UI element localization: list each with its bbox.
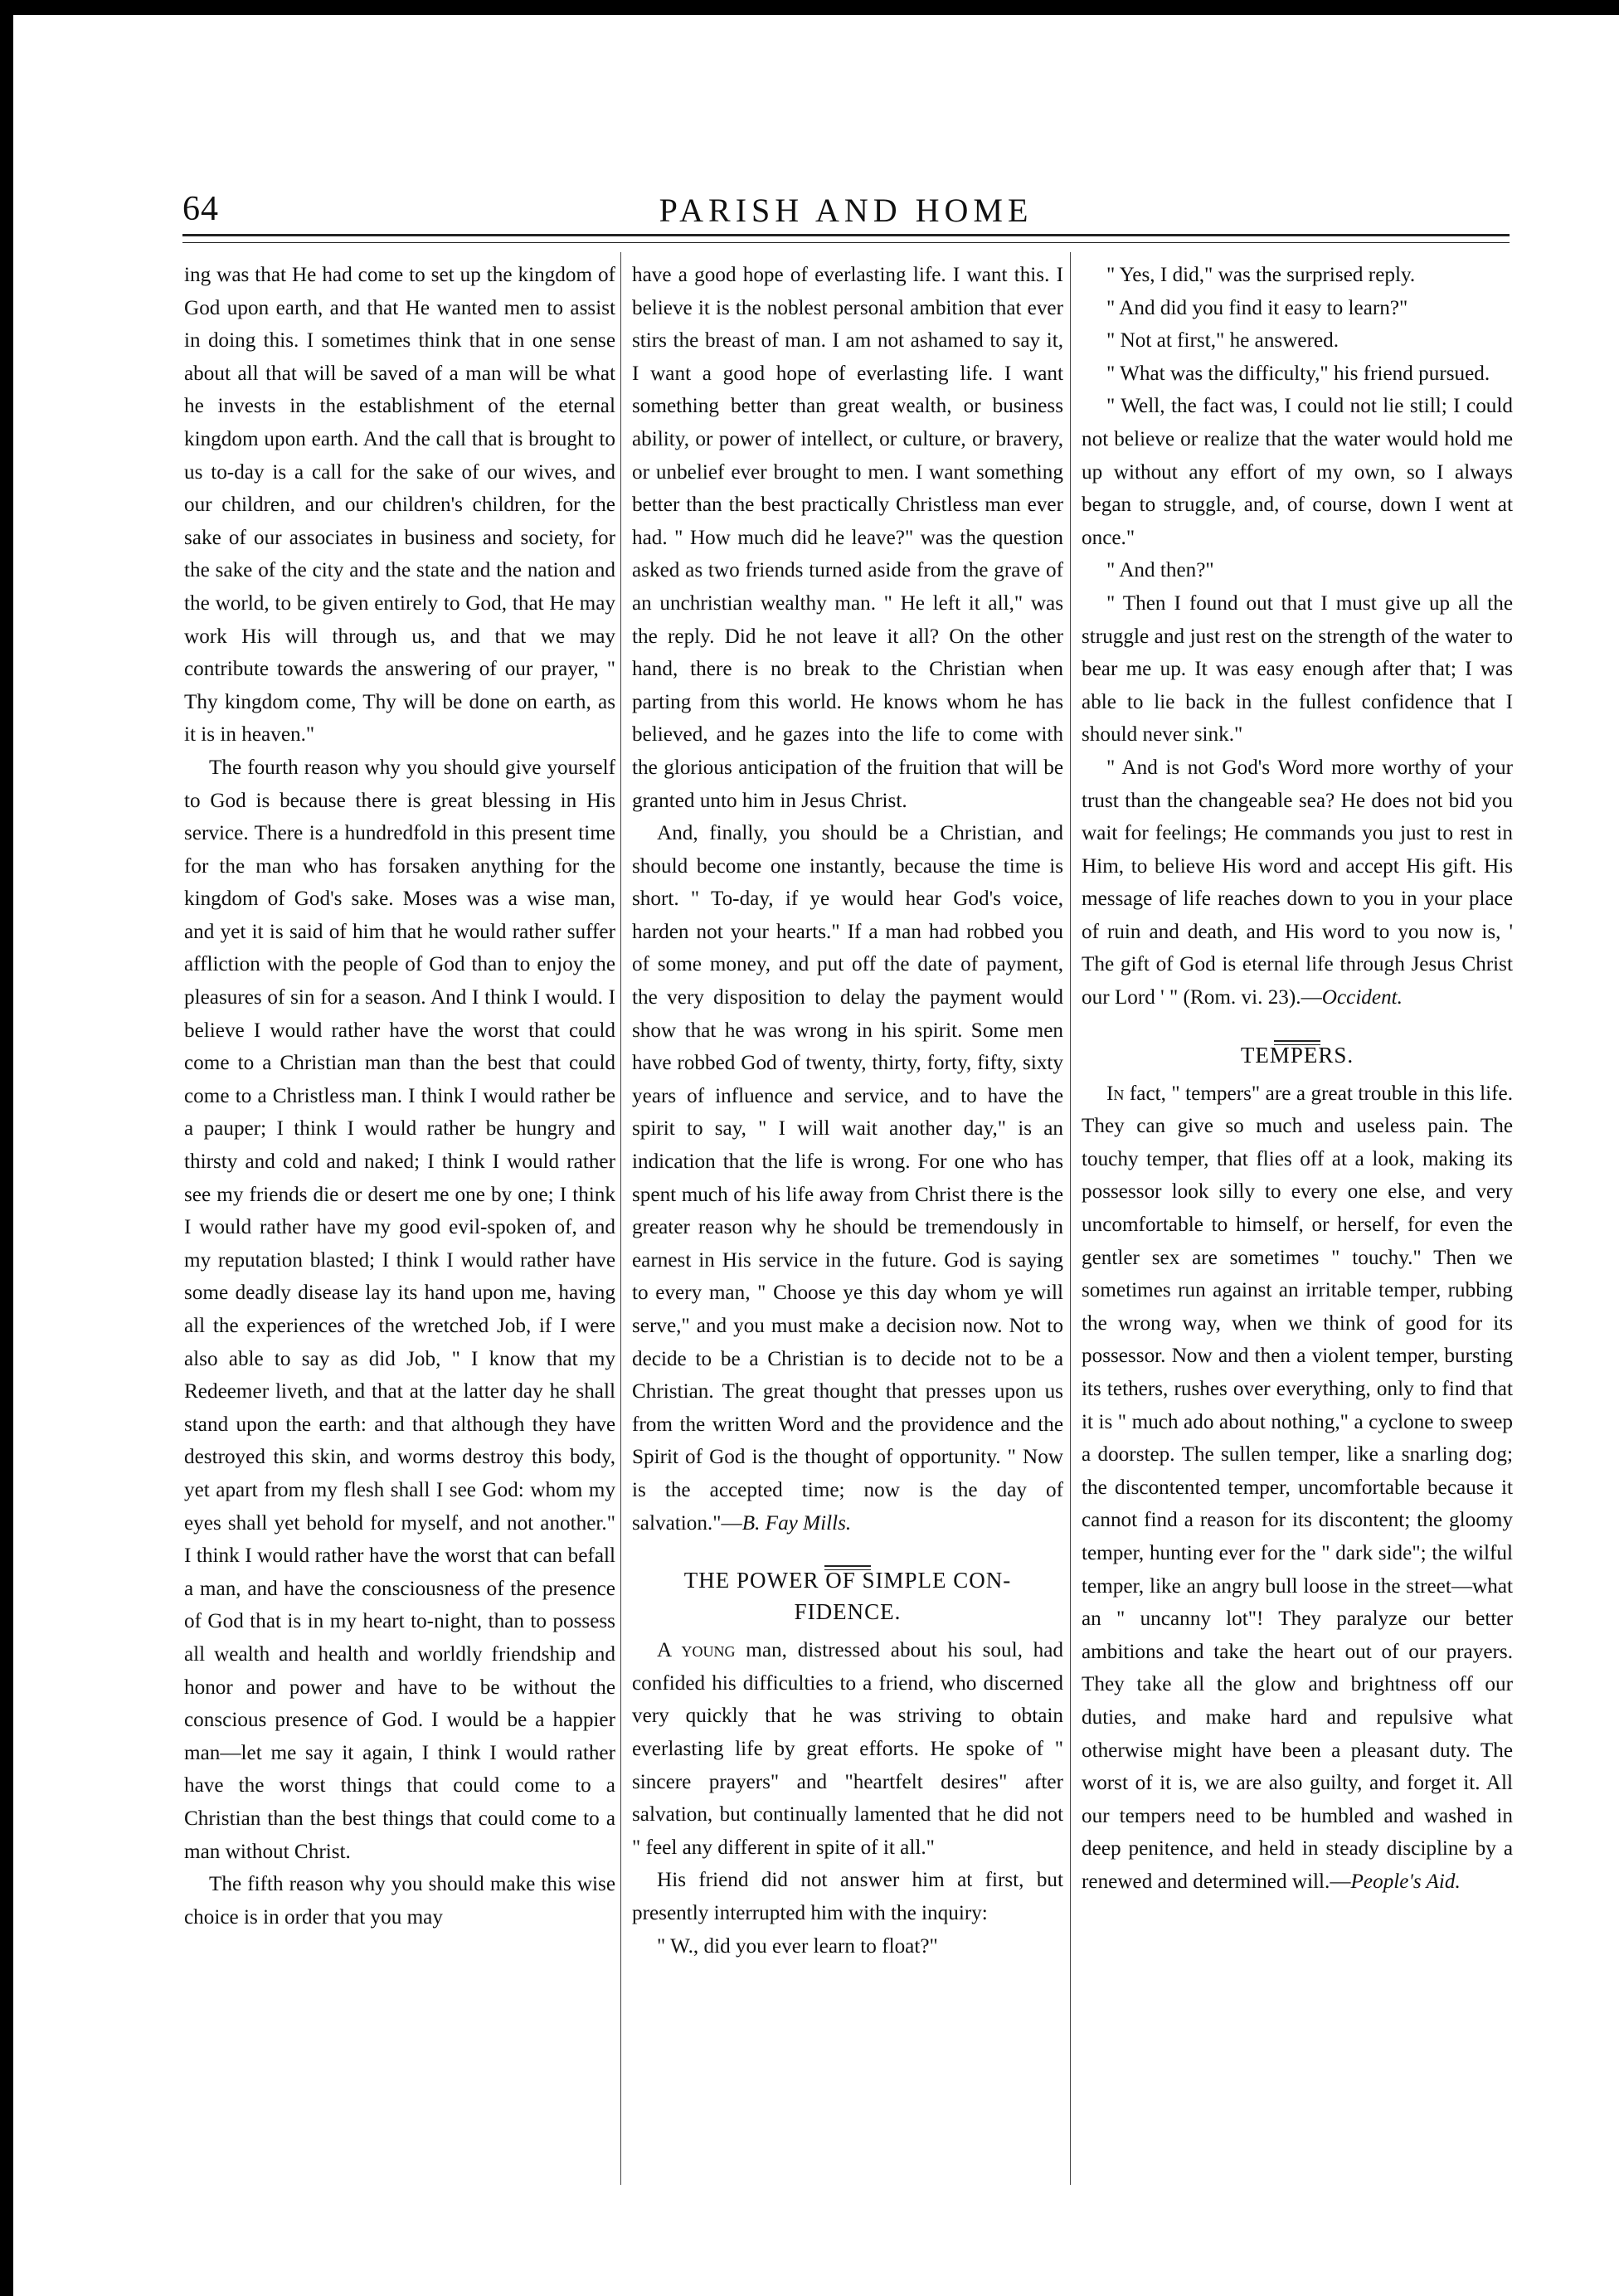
paragraph: " Not at first," he answered. (1106, 329, 1339, 353)
header-rule-thin (182, 242, 1510, 243)
article-heading-line: THE POWER OF SIMPLE CON- (683, 1568, 1012, 1593)
paragraph: " And did you find it easy to learn?" (1106, 296, 1408, 319)
section-separator (1082, 1023, 1513, 1034)
paragraph (1082, 752, 1513, 1014)
article-heading (632, 1564, 1063, 1627)
paragraph (1082, 1077, 1513, 1899)
paragraph-text: fact, " tempers" are a great trouble in this life. They can give so much and useless pain. The touchy temper, that flies off at a look, making its possessor look silly to every one else, and very uncomfortable to himself, or herself, for even the gentler sex are sometimes " touchy." Then we sometimes run against an irritable temper, rubbing the wrong way, when we think of good for its possessor. Now and then a violent temper, bursting its tethers, rushes over everything, only to find that it is " much ado about nothing," a cyclone to sweep a doorstep. The sullen temper, like a snarling dog; the discontented temper, uncomfortable because it cannot find a reason for its discontent; the gloomy temper, hunting ever for the " dark side"; the wilful temper, like an angry bull loose in the street—what an " uncanny lot"! They paralyze our better ambitions and take the heart out of our prayers. They take all the glow and brightness off our duties, and make hard and repulsive what otherwise might have been a pleasant duty. The worst of it is, we are also guilty, and forget it. All our tempers need to be humbled and washed in deep penitence, and held in steady discipline by a renewed and determined will.— (1082, 1082, 1513, 1893)
paragraph: ing was that He had come to set up the kingdom of God upon earth, and that He wanted men to assist in doing this. I sometimes think that in one sense about all that will be saved of a man will be what he invests in the establishment of the eternal kingdom upon earth. And the call that is brought to us to-day is a call for the sake of our wives, and our children, and our children's children, for the sake of our associates in business and society, for the sake of the city and the state and the nation and the world, to be given entirely to God, that He may work His will through us, and that we may contribute towards the answering of our prayer, " Thy kingdom come, Thy will be done on earth, as it is in heaven." (184, 264, 615, 747)
paragraph: His friend did not answer him at first, but presently interrupted him with the inquiry: (632, 1869, 1063, 1924)
column-divider (1070, 252, 1071, 2185)
header-rule (182, 234, 1510, 236)
column-right (1082, 259, 1513, 2183)
paragraph: " And then?" (1106, 559, 1214, 582)
article-heading: TEMPERS. (1240, 1042, 1354, 1068)
paragraph-text: And, finally, you should be a Christian, and should become one instantly, because the time is short. " To-day, if ye would hear God's voice, harden not your hearts." If a man had robbed you of some money, and put off the date of payment, the very disposition to delay the payment would show that he was wrong in his spirit. Some men have robbed God of twenty, thirty, forty, fifty, sixty years of influence and service, and to have the spirit to say, " I will wait another day," is an indication that the life is wrong. For one who has spent much of his life away from Christ there is the greater reason why he should be tremendously in earnest in His service in the future. God is saying to every man, " Choose ye this day whom ye will serve," and you must make a decision now. Not to decide to be a Christian is to decide not to be a Christian. The great thought that presses upon us from the written Word and the providence and the Spirit of God is the thought of opportunity. " Now is the accepted time; now is the day of salvation."— (632, 822, 1063, 1535)
section-separator (632, 1548, 1063, 1559)
attribution: B. Fay Mills. (741, 1511, 852, 1535)
paragraph: " Then I found out that I must give up all the struggle and just rest on the strength of the water to bear me up. It was easy enough after that; I was able to lie back in the fullest confidence that I should never sink." (1082, 591, 1513, 747)
paragraph: " Yes, I did," was the surprised reply. (1106, 264, 1416, 286)
paragraph: have a good hope of everlasting life. I want this. I believe it is the noblest personal ambition that ever stirs the breast of man. I am not ashamed to say it, I want a good hope of everlasting life. I want something better than great wealth, or business ability, or power of intellect, or culture, or bravery, or unbelief ever brought to men. I want something better than the best practically Christless man ever had. " How much did he leave?" was the question asked as two friends turned aside from the grave of an unchristian wealthy man. " He left it all," was the reply. Did he not leave it all? On the other hand, there is no break to the Christian when parting from this world. He knows whom he has believed, and he gazes into the life to come with the glorious anticipation of the fruition that will be granted unto him in Jesus Christ. (632, 264, 1063, 812)
paragraph: The fifth reason why you should make this wise choice is in order that you may (184, 1873, 615, 1929)
paragraph: " W., did you ever learn to float?" (657, 1934, 938, 1958)
page-header (182, 189, 1510, 239)
paragraph-text: man, distressed about his soul, had confided his difficulties to a friend, who discerned very quickly that he was striving to obtain everlasting life by great efforts. He spoke of " sincere prayers" and "heartfelt desires" after salvation, but continually lamented that he did not " feel any different in spite of it all." (632, 1639, 1063, 1859)
column-left (184, 259, 615, 2183)
attribution: Occident. (1321, 986, 1403, 1009)
scan-border-left (0, 0, 13, 2296)
lead-in: In (1106, 1082, 1125, 1105)
lead-in: A young (657, 1639, 736, 1662)
paragraph (632, 817, 1063, 1540)
paragraph: The fourth reason why you should give yourself to God is because there is great blessing in His service. There is a hundredfold in this present time for the man who has forsaken anything for the kingdom of God's sake. Moses was a wise man, and yet it is said of him that he would rather suffer affliction with the people of God than to enjoy the pleasures of sin for a season. And I think I would. I believe I would rather have the worst that could come to a Christian man than the best that could come to a Christless man. I think I would rather be a pauper; I think I would rather be hungry and thirsty and cold and naked; I think I would rather see my friends die or desert me one by one; I think I would rather have my good evil-spoken of, and my reputation blasted; I think I would rather have some deadly disease lay its hand upon me, having all the experiences of the wretched Job, if I were also able to say as did Job, " I know that my Redeemer liveth, and that at the latter day he shall stand upon the earth: and that although they have destroyed this skin, and worms destroy this body, yet apart from my flesh shall I see God: whom my eyes shall yet behold for myself, and not another." I think I would rather have the worst that can befall a man, and have the consciousness of the presence of God that is in my heart to-night, than to possess all wealth and health and worldly friendship and honor and power and have to be without the conscious presence of God. I would be a happier man—let me say it again, I think I would rather have the worst things that could come to a Christian than the best things that could come to a man without Christ. (184, 756, 615, 1863)
paragraph: " Well, the fact was, I could not lie still; I could not believe or realize that the water would hold me up without any effort of my own, so I always began to struggle, and, of course, down I went at once." (1082, 395, 1513, 549)
column-divider (620, 252, 621, 2185)
page-number: 64 (182, 190, 219, 228)
article-heading-line: FIDENCE. (794, 1599, 902, 1625)
scan-border-top (0, 0, 1619, 15)
paragraph: " What was the difficulty," his friend pursued. (1106, 362, 1490, 385)
journal-title: PARISH AND HOME (659, 192, 1033, 229)
paragraph (632, 1634, 1063, 1864)
paragraph-text: " And is not God's Word more worthy of your trust than the changeable sea? He does not bid you wait for feelings; He commands you just to rest in Him, to believe His word and accept His gift. His message of life reaches down to you in your place of ruin and death, and His word to you now is, ' The gift of God is eternal life through Jesus Christ our Lord ' " (Rom. vi. 23).— (1082, 756, 1513, 1009)
column-middle (632, 259, 1063, 2183)
attribution: People's Aid. (1350, 1870, 1461, 1893)
